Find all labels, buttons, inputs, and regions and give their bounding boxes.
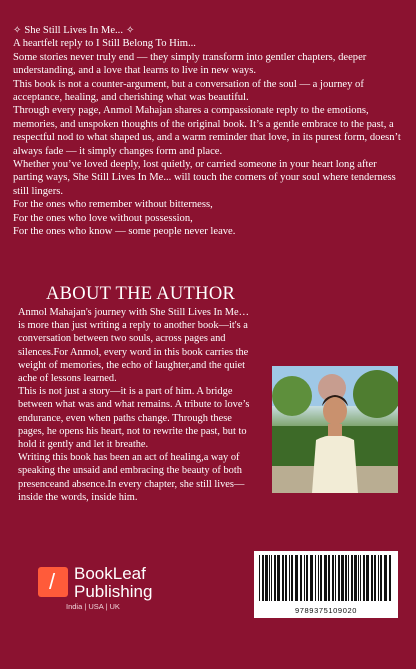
author-photo	[272, 366, 398, 493]
barcode-bars	[259, 555, 393, 601]
barcode-bar	[335, 555, 336, 601]
publisher-regions: India | USA | UK	[66, 602, 120, 611]
author-photo-illustration	[272, 366, 398, 493]
barcode-bar	[285, 555, 287, 601]
barcode-bar	[259, 555, 260, 601]
barcode-bar	[306, 555, 308, 601]
sparkle-icon: ✧	[125, 25, 135, 36]
blurb-paragraph: This book is not a counter-argument, but a conversation of the soul — a journey of acceptance, healing, and cherishing what was beautiful.	[13, 78, 364, 104]
barcode-bar	[262, 555, 264, 601]
barcode-bar	[277, 555, 280, 601]
barcode-bar	[371, 555, 373, 601]
barcode-bar	[332, 555, 334, 601]
barcode-bar	[380, 555, 382, 601]
barcode-bar	[374, 555, 376, 601]
publisher-mark: /	[38, 567, 68, 597]
barcode-bar	[265, 555, 268, 601]
barcode-bar	[310, 555, 313, 601]
barcode-bar	[378, 555, 379, 601]
barcode-bar	[354, 555, 357, 601]
barcode-bar	[366, 555, 369, 601]
blurb-dedication: For the ones who love without possession,	[13, 212, 193, 224]
publisher-name: BookLeaf Publishing	[74, 564, 153, 601]
barcode-bar	[348, 555, 349, 601]
barcode-bar	[271, 555, 272, 601]
barcode-bar	[351, 555, 353, 601]
barcode-bar	[324, 555, 327, 601]
barcode-bar	[328, 555, 330, 601]
barcode-bar	[289, 555, 290, 601]
bio-paragraph: weight of memories, the echo of laughter,and the quiet	[18, 359, 245, 371]
blurb-paragraph: Some stories never truly end — they simply transform into gentler chapters, deeper understanding, and a love that learns to live in new ways.	[13, 51, 367, 77]
barcode-bar	[274, 555, 276, 601]
barcode-bar	[318, 555, 319, 601]
barcode-bar	[363, 555, 365, 601]
isbn-number: 9789375109020	[294, 606, 358, 615]
isbn-barcode	[254, 551, 398, 618]
bio-paragraph: Anmol Mahajan's journey with She Still Lives In Me… is more than just writing a reply to another book—it's a conversation between two souls, across pages and silences.For Anmol, every word in this book carries the	[18, 307, 250, 358]
blurb-title-line	[13, 24, 405, 37]
barcode-bar	[320, 555, 322, 601]
sparkle-icon: ✧	[13, 25, 22, 36]
barcode-bar	[384, 555, 387, 601]
barcode-bar	[282, 555, 284, 601]
blurb-paragraph: Whether you’ve loved deeply, lost quietly, or carried someone in your heart long after parting ways, She Still Lives In Me... will touch the corners of your soul where tenderness still lingers.	[13, 159, 396, 197]
barcode-bar	[291, 555, 293, 601]
barcode-bar	[345, 555, 347, 601]
book-blurb	[13, 24, 405, 239]
barcode-bar	[358, 555, 359, 601]
barcode-bar	[360, 555, 361, 601]
bio-paragraph: ache of lessons learned.	[18, 373, 117, 385]
bio-paragraph: This is not just a story—it is a part of him. A bridge between what was and what remains. A tribute to love’s endurance, even when paths change. Through these pages, he opens his heart, not to rewrite the past, but to hold it gently and let it breathe.	[18, 386, 250, 451]
barcode-bar	[304, 555, 305, 601]
author-bio	[18, 306, 258, 504]
blurb-paragraph: A heartfelt reply to I Still Belong To Him...	[13, 38, 196, 50]
bio-paragraph: Writing this book has been an act of healing,a way of speaking the unsaid and embracing the beauty of both	[18, 452, 242, 477]
barcode-bar	[295, 555, 298, 601]
publisher-logo	[38, 565, 178, 611]
blurb-paragraph: Through every page, Anmol Mahajan shares a compassionate reply to the emotions, memories, and unspoken thoughts of the original book. It’s a gentle embrace to the past, a respectful nod to what shaped us, and a warm reminder that love, in its purest form, doesn’t always fade — it simply changes form and place.	[13, 105, 401, 157]
blurb-dedication: For the ones who remember without bitterness,	[13, 199, 213, 211]
barcode-bar	[389, 555, 391, 601]
blurb-dedication: For the ones who know — some people never leave.	[13, 226, 236, 238]
about-author-heading: ABOUT THE AUTHOR	[46, 284, 236, 304]
book-title: She Still Lives In Me...	[24, 25, 123, 36]
barcode-bar	[300, 555, 302, 601]
bio-paragraph: presenceand absence.In every chapter, she still lives—inside the words, inside him.	[18, 478, 245, 503]
barcode-bar	[341, 555, 344, 601]
barcode-bar	[315, 555, 316, 601]
barcode-bar	[269, 555, 270, 601]
barcode-bar	[338, 555, 340, 601]
